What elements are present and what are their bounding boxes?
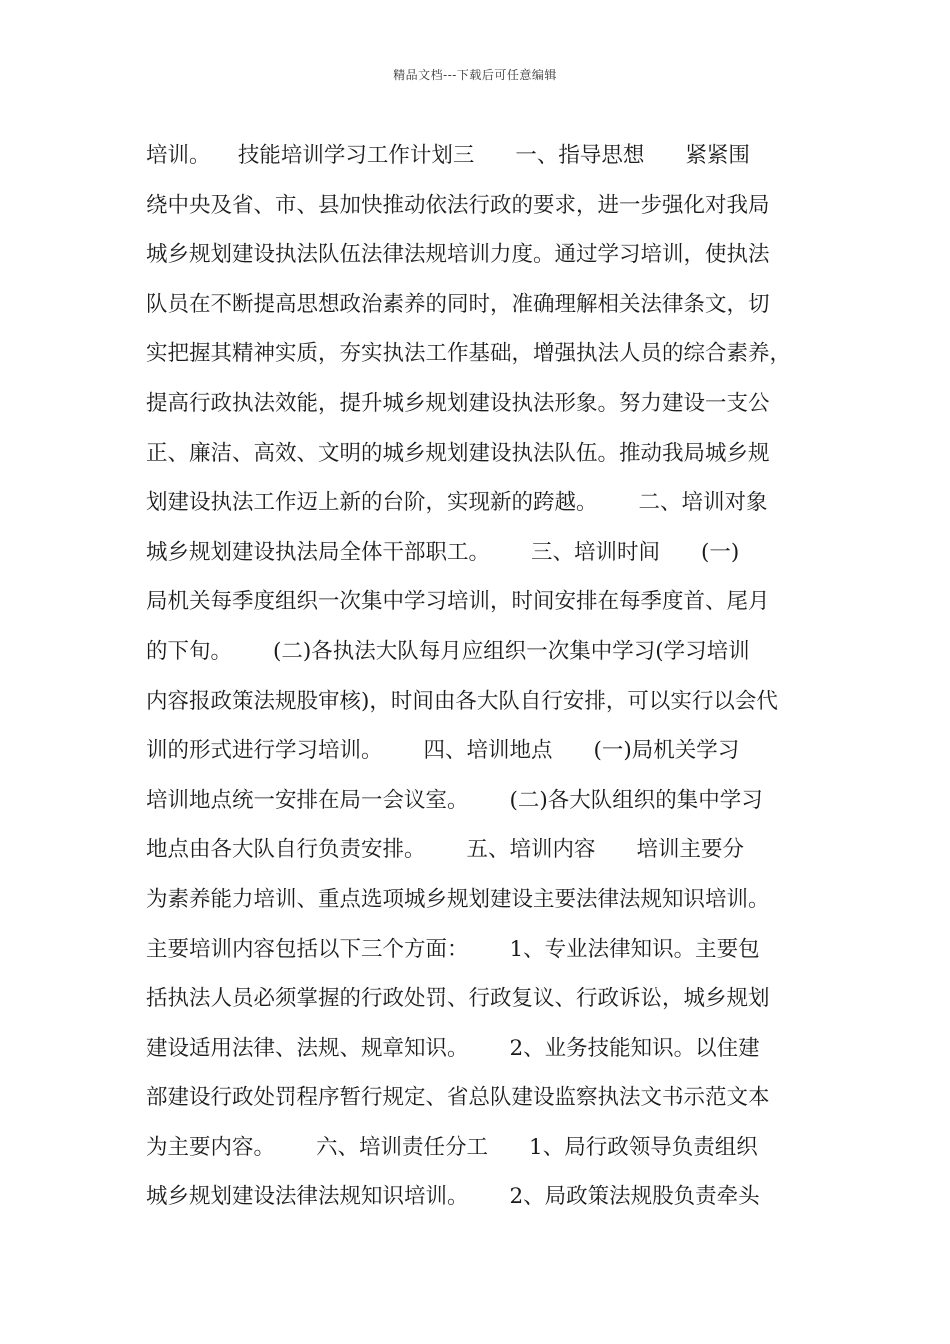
text-line: 提高行政执法效能，提升城乡规划建设执法形象。努力建设一支公 bbox=[146, 390, 770, 416]
text-line: 局机关每季度组织一次集中学习培训，时间安排在每季度首、尾月 bbox=[146, 589, 770, 615]
text-line: 地点由各大队自行负责安排。 五、培训内容 培训主要分 bbox=[146, 837, 745, 863]
text-line: 培训地点统一安排在局一会议室。 (二)各大队组织的集中学习 bbox=[146, 787, 763, 813]
text-line: 实把握其精神实质，夯实执法工作基础，增强执法人员的综合素养， bbox=[146, 341, 792, 367]
text-line: 为主要内容。 六、培训责任分工 1、局行政领导负责组织 bbox=[146, 1134, 758, 1160]
text-line: 建设适用法律、法规、规章知识。 2、业务技能知识。以住建 bbox=[146, 1035, 760, 1061]
text-line: 城乡规划建设执法队伍法律法规培训力度。通过学习培训，使执法 bbox=[146, 242, 770, 268]
text-line: 城乡规划建设执法局全体干部职工。 三、培训时间 (一) bbox=[146, 539, 740, 565]
text-line: 队员在不断提高思想政治素养的同时，准确理解相关法律条文，切 bbox=[146, 291, 770, 317]
document-body bbox=[146, 131, 816, 1222]
text-line: 括执法人员必须掌握的行政处罚、行政复议、行政诉讼，城乡规划 bbox=[146, 986, 770, 1012]
text-line: 的下旬。 (二)各执法大队每月应组织一次集中学习(学习培训 bbox=[146, 638, 750, 664]
text-line: 培训。 技能培训学习工作计划三 一、指导思想 紧紧围 bbox=[146, 143, 750, 168]
text-line: 内容报政策法规股审核)，时间由各大队自行安排，可以实行以会代 bbox=[146, 688, 778, 714]
text-line: 绕中央及省、市、县加快推动依法行政的要求，进一步强化对我局 bbox=[146, 192, 770, 218]
text-line: 主要培训内容包括以下三个方面： 1、专业法律知识。主要包 bbox=[146, 936, 760, 962]
text-line: 划建设执法工作迈上新的台阶，实现新的跨越。 二、培训对象 bbox=[146, 490, 768, 516]
text-line: 城乡规划建设法律法规知识培训。 2、局政策法规股负责牵头 bbox=[146, 1184, 760, 1210]
text-line: 正、廉洁、高效、文明的城乡规划建设执法队伍。推动我局城乡规 bbox=[146, 440, 770, 466]
text-line: 部建设行政处罚程序暂行规定、省总队建设监察执法文书示范文本 bbox=[146, 1085, 770, 1111]
page-header: 精品文档---下载后可任意编辑 bbox=[393, 68, 557, 82]
text-line: 为素养能力培训、重点选项城乡规划建设主要法律法规知识培训。 bbox=[146, 886, 770, 912]
text-line: 训的形式进行学习培训。 四、培训地点 (一)局机关学习 bbox=[146, 738, 740, 764]
